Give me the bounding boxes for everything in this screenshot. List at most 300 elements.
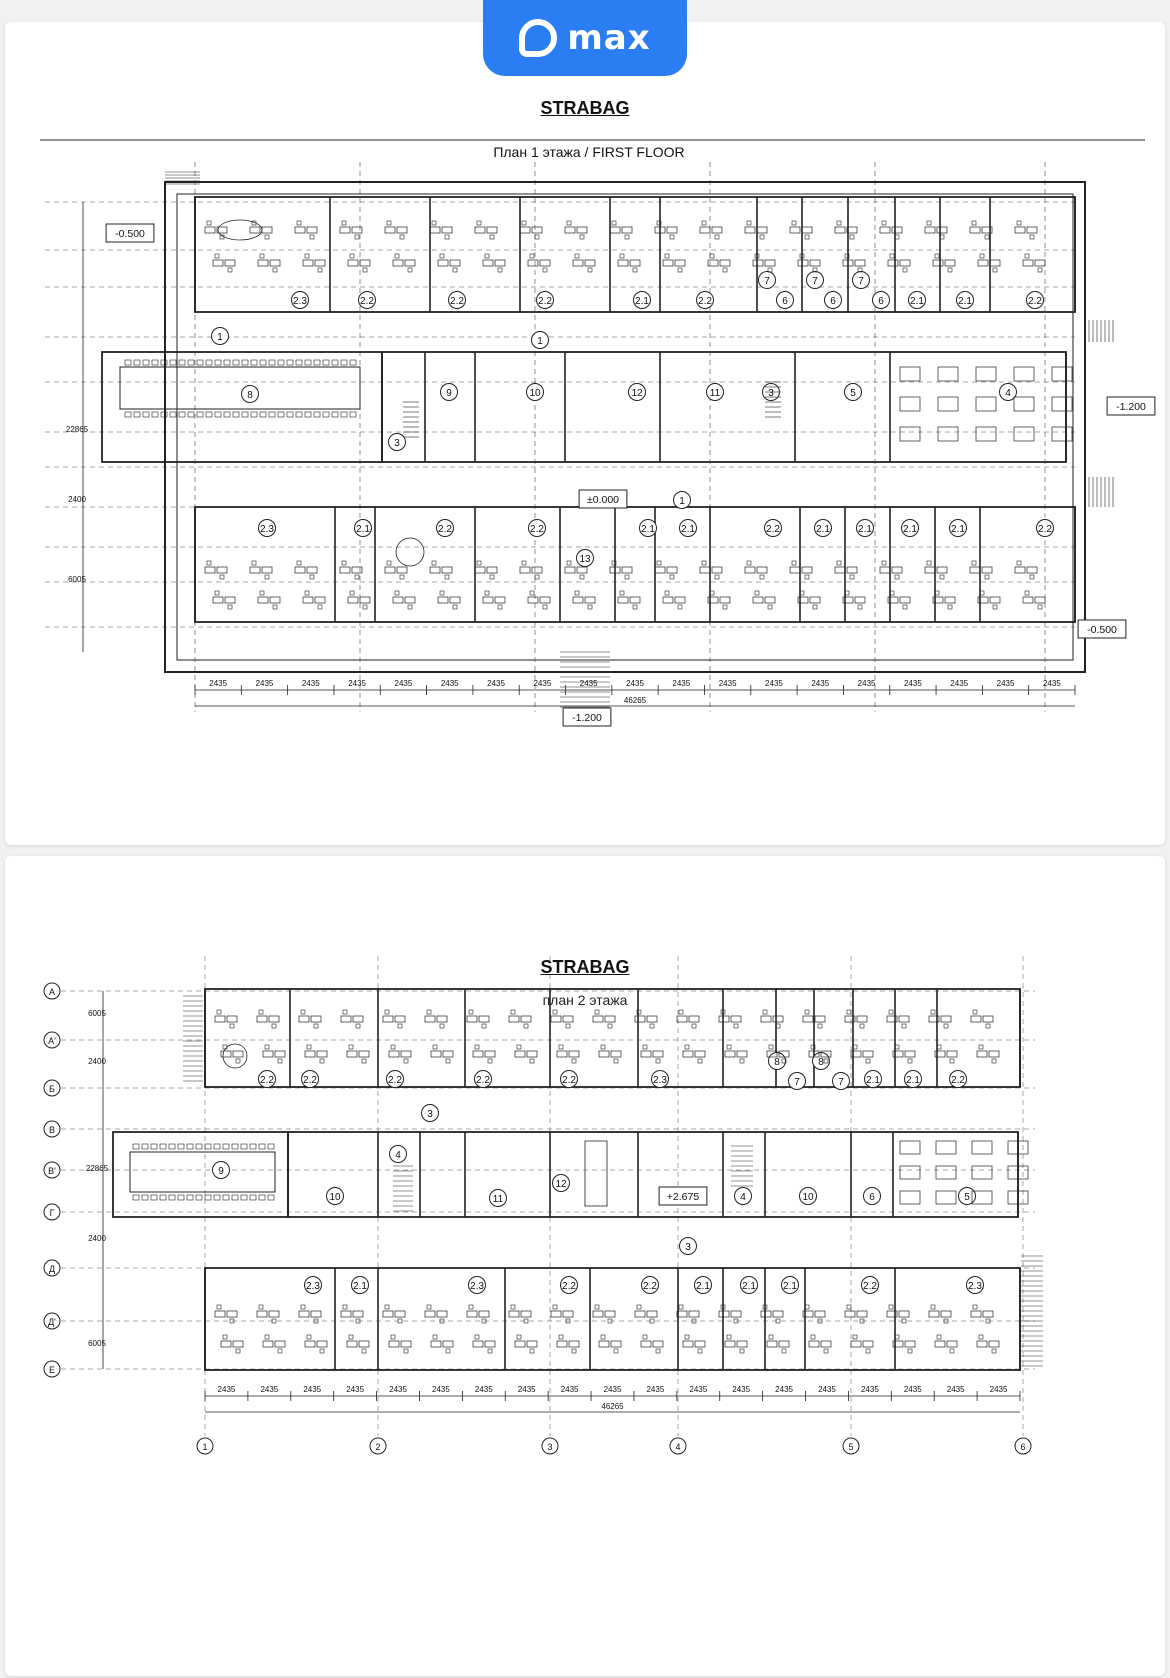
desk <box>855 260 865 266</box>
desk <box>712 227 722 233</box>
chair <box>287 412 293 417</box>
floor1-dim-label: 2435 <box>996 679 1015 688</box>
chair <box>296 412 302 417</box>
desk <box>656 1349 660 1353</box>
chair <box>178 1195 184 1200</box>
floor2-sheet <box>5 856 1165 1676</box>
room-middle-3b: 3 <box>768 388 774 399</box>
desk <box>297 561 301 565</box>
desk <box>530 254 534 258</box>
cafe-table <box>976 427 996 441</box>
desk <box>270 260 280 266</box>
desk <box>440 1024 444 1028</box>
desk <box>353 1311 363 1317</box>
chair <box>179 412 185 417</box>
desk <box>389 1051 399 1057</box>
floor1-dim-label: 2435 <box>533 679 552 688</box>
chair <box>160 1144 166 1149</box>
floor2-dim-label: 2435 <box>603 1385 622 1394</box>
desk <box>385 1305 389 1309</box>
floor1-dim-label: 2435 <box>765 679 783 688</box>
floor2-dim-label: 2435 <box>303 1385 322 1394</box>
f2-conference-table <box>130 1152 275 1192</box>
chair <box>269 360 275 365</box>
row-axis-6: Д <box>48 1264 56 1274</box>
chair <box>215 412 221 417</box>
desk <box>495 597 505 603</box>
desk <box>950 1349 954 1353</box>
floor2-dim-label: 2435 <box>818 1385 836 1394</box>
desk <box>425 1016 435 1022</box>
max-logo-icon <box>519 19 557 57</box>
desk <box>982 567 992 573</box>
cafe-table <box>938 427 958 441</box>
f2-room-bottom-9: 2.3 <box>968 1281 982 1292</box>
desk <box>727 1335 731 1339</box>
desk <box>438 260 448 266</box>
desk <box>937 567 947 573</box>
row-axis-5: Г <box>49 1208 55 1218</box>
desk <box>342 221 346 225</box>
desk <box>641 1341 651 1347</box>
desk <box>611 1051 621 1057</box>
desk <box>683 1341 693 1347</box>
desk <box>405 260 415 266</box>
desk <box>945 597 955 603</box>
desk <box>359 1051 369 1057</box>
chair <box>269 412 275 417</box>
cafe-table <box>900 397 920 411</box>
room-middle-9: 9 <box>446 388 452 399</box>
desk <box>356 1024 360 1028</box>
desk <box>230 1024 234 1028</box>
desk <box>723 605 727 609</box>
desk <box>1030 575 1034 579</box>
desk <box>685 1335 689 1339</box>
desk <box>1027 227 1037 233</box>
desk <box>611 1341 621 1347</box>
desk <box>393 597 403 603</box>
desk <box>768 605 772 609</box>
desk <box>303 260 313 266</box>
desk <box>320 1349 324 1353</box>
cafe-table <box>976 397 996 411</box>
room-top-9: 6 <box>830 296 836 307</box>
desk <box>227 1311 237 1317</box>
floor1-dim-label: 2435 <box>394 679 413 688</box>
desk <box>217 1305 221 1309</box>
desk <box>625 575 629 579</box>
room-top-7: 6 <box>782 296 788 307</box>
f2-room-top-1: 2.2 <box>303 1075 317 1086</box>
desk <box>899 1311 909 1317</box>
desk <box>269 1016 279 1022</box>
desk <box>299 1016 309 1022</box>
desk <box>565 567 575 573</box>
desk <box>314 1024 318 1028</box>
desk <box>760 575 764 579</box>
desk <box>715 235 719 239</box>
room-bottom-5: 2.1 <box>641 524 655 535</box>
desk <box>347 1341 357 1347</box>
desk <box>811 1335 815 1339</box>
desk <box>737 1051 747 1057</box>
desk <box>700 227 710 233</box>
desk <box>708 260 718 266</box>
desk <box>899 1016 909 1022</box>
row-axis-0: А <box>48 987 56 997</box>
desk <box>395 254 399 258</box>
desk <box>620 254 624 258</box>
desk <box>278 1059 282 1063</box>
desk <box>487 227 497 233</box>
chair <box>187 1195 193 1200</box>
desk <box>310 235 314 239</box>
f2-corridor-tag-0: 3 <box>427 1109 433 1120</box>
chair <box>125 360 131 365</box>
desk <box>990 597 1000 603</box>
desk <box>948 268 952 272</box>
desk <box>343 1010 347 1014</box>
desk <box>633 268 637 272</box>
chair <box>170 360 176 365</box>
desk <box>908 1349 912 1353</box>
desk <box>530 591 534 595</box>
desk <box>233 1341 243 1347</box>
desk <box>340 567 350 573</box>
desk <box>269 1311 279 1317</box>
round-table <box>223 1044 247 1068</box>
row-axis-8: Е <box>48 1365 56 1375</box>
desk <box>972 561 976 565</box>
f2-room-middle-9: 9 <box>218 1166 224 1177</box>
floor1-dim-label: 2435 <box>672 679 691 688</box>
desk <box>565 227 575 233</box>
desk <box>889 1305 893 1309</box>
desk <box>620 591 624 595</box>
f2-room-bottom-0: 2.3 <box>306 1281 320 1292</box>
cafe-table <box>938 397 958 411</box>
chair <box>223 1144 229 1149</box>
chair <box>214 1195 220 1200</box>
desk <box>217 1010 221 1014</box>
desk <box>353 1016 363 1022</box>
desk <box>553 1305 557 1309</box>
row-axis-1: А' <box>48 1036 56 1046</box>
desk <box>477 221 481 225</box>
desk <box>220 575 224 579</box>
floor2-dim-label: 2435 <box>517 1385 536 1394</box>
desk <box>341 1016 351 1022</box>
desk <box>720 597 730 603</box>
desk <box>683 1051 693 1057</box>
f2-room-middle-10b: 10 <box>802 1192 814 1203</box>
desk <box>980 254 984 258</box>
chair <box>133 1144 139 1149</box>
desk <box>803 1016 813 1022</box>
desk <box>482 1024 486 1028</box>
desk <box>761 1016 771 1022</box>
desk <box>835 227 845 233</box>
desk <box>557 1341 567 1347</box>
desk <box>983 1016 993 1022</box>
chair <box>206 360 212 365</box>
chair <box>233 360 239 365</box>
desk <box>950 1059 954 1063</box>
cafe-table <box>1052 367 1072 381</box>
room-middle-11: 11 <box>709 388 721 399</box>
desk <box>599 1051 609 1057</box>
f2-room-top-12: 2.2 <box>951 1075 965 1086</box>
f2-room-top-7: 7 <box>794 1077 800 1088</box>
chair <box>268 1195 274 1200</box>
desk <box>383 1016 393 1022</box>
desk <box>577 567 587 573</box>
desk <box>400 235 404 239</box>
desk <box>273 605 277 609</box>
desk <box>903 268 907 272</box>
chair <box>197 412 203 417</box>
chair <box>224 360 230 365</box>
cafe-table <box>1014 427 1034 441</box>
f2-room-middle-6: 6 <box>869 1192 875 1203</box>
desk <box>475 1045 479 1049</box>
desk <box>223 1045 227 1049</box>
f2-room-top-10: 2.1 <box>866 1075 880 1086</box>
floor1-dim-label: 2435 <box>626 679 644 688</box>
desk <box>1023 260 1033 266</box>
desk <box>509 1016 519 1022</box>
desk <box>395 591 399 595</box>
chair <box>350 360 356 365</box>
desk <box>517 1335 521 1339</box>
f2-room-middle-11: 11 <box>492 1194 504 1205</box>
room-bottom-11: 2.1 <box>951 524 965 535</box>
desk <box>477 561 481 565</box>
floor1-title: План 1 этажа / FIRST FLOOR <box>493 144 685 160</box>
desk <box>725 1051 735 1057</box>
f2-room-bottom-1: 2.1 <box>353 1281 367 1292</box>
chair <box>142 1144 148 1149</box>
row-axis-2: Б <box>49 1084 55 1094</box>
f2-room-bottom-5: 2.1 <box>696 1281 710 1292</box>
desk <box>450 260 460 266</box>
floor1-dim-total: 46265 <box>623 696 647 705</box>
chair <box>151 1195 157 1200</box>
f2-room-bottom-4: 2.2 <box>643 1281 657 1292</box>
desk <box>573 597 583 603</box>
desk <box>318 605 322 609</box>
desk <box>755 591 759 595</box>
room-middle-5: 5 <box>850 388 856 399</box>
desk <box>404 1349 408 1353</box>
desk <box>665 254 669 258</box>
desk <box>977 1341 987 1347</box>
desk <box>905 1341 915 1347</box>
desk <box>747 561 751 565</box>
desk <box>698 1349 702 1353</box>
desk <box>532 567 542 573</box>
row-axis-4: В' <box>48 1166 56 1176</box>
desk <box>305 254 309 258</box>
desk <box>320 1059 324 1063</box>
desk <box>389 1341 399 1347</box>
desk <box>622 567 632 573</box>
desk <box>601 1335 605 1339</box>
desk <box>860 1024 864 1028</box>
chair <box>143 360 149 365</box>
desk <box>431 1051 441 1057</box>
desk <box>689 1311 699 1317</box>
f2-room-top-3: 2.2 <box>476 1075 490 1086</box>
corridor-tag-2: 1 <box>679 496 685 507</box>
desk <box>663 260 673 266</box>
desk <box>815 1016 825 1022</box>
desk <box>947 1051 957 1057</box>
desk <box>398 1024 402 1028</box>
desk <box>601 1045 605 1049</box>
desk <box>580 235 584 239</box>
desk <box>700 567 710 573</box>
floor2-dim-label: 2435 <box>389 1385 407 1394</box>
cafe-table <box>972 1166 992 1179</box>
desk <box>993 268 997 272</box>
desk <box>250 227 260 233</box>
desk <box>670 235 674 239</box>
chair <box>125 412 131 417</box>
desk <box>908 1059 912 1063</box>
desk <box>432 221 436 225</box>
desk <box>307 227 317 233</box>
desk <box>689 1016 699 1022</box>
desk <box>979 1045 983 1049</box>
room-top-0: 2.3 <box>293 296 307 307</box>
max-wordmark: max <box>567 18 651 58</box>
chair <box>232 1195 238 1200</box>
desk <box>929 1311 939 1317</box>
cafe-table <box>900 427 920 441</box>
desk <box>931 1305 935 1309</box>
max-badge[interactable] <box>483 0 687 76</box>
desk <box>978 260 988 266</box>
desk <box>731 1016 741 1022</box>
chair <box>341 412 347 417</box>
desk <box>575 254 579 258</box>
desk <box>569 1341 579 1347</box>
desk <box>567 561 571 565</box>
f2-room-middle-12: 12 <box>555 1179 567 1190</box>
f2-room-bottom-3: 2.2 <box>562 1281 576 1292</box>
cafe-table <box>1052 427 1072 441</box>
chair <box>250 1195 256 1200</box>
desk <box>971 1016 981 1022</box>
desk <box>763 1010 767 1014</box>
desk <box>740 1059 744 1063</box>
desk <box>866 1349 870 1353</box>
room-top-4: 2.1 <box>635 296 649 307</box>
desk <box>530 1349 534 1353</box>
side-dim-label-1: 2400 <box>68 495 86 504</box>
desk <box>779 1341 789 1347</box>
desk <box>630 260 640 266</box>
desk <box>485 254 489 258</box>
chair <box>169 1144 175 1149</box>
desk <box>362 1059 366 1063</box>
desk <box>225 260 235 266</box>
desk <box>989 1341 999 1347</box>
desk <box>467 1016 477 1022</box>
desk <box>747 221 751 225</box>
room-bottom-3: 2.2 <box>530 524 544 535</box>
desk <box>892 227 902 233</box>
desk <box>947 1341 957 1347</box>
desk <box>275 1341 285 1347</box>
chair <box>242 360 248 365</box>
desk <box>307 567 317 573</box>
desk <box>595 1010 599 1014</box>
desk <box>757 567 767 573</box>
desk <box>559 1335 563 1339</box>
floor2-dim-label: 2435 <box>560 1385 579 1394</box>
f2-side-dim-label-3: 2400 <box>88 1234 106 1243</box>
desk <box>270 597 280 603</box>
desk <box>760 235 764 239</box>
desk <box>855 597 865 603</box>
room-top-14: 2.2 <box>1028 296 1042 307</box>
desk <box>260 254 264 258</box>
desk <box>810 597 820 603</box>
desk <box>990 260 1000 266</box>
desk <box>745 227 755 233</box>
cafe-table <box>976 367 996 381</box>
desk <box>1017 221 1021 225</box>
level-tag-3: -0.500 <box>1087 624 1117 636</box>
desk <box>257 1016 267 1022</box>
desk <box>813 605 817 609</box>
desk <box>948 605 952 609</box>
desk <box>259 1305 263 1309</box>
desk <box>650 1024 654 1028</box>
desk <box>882 561 886 565</box>
desk <box>521 1016 531 1022</box>
desk <box>355 575 359 579</box>
desk <box>540 597 550 603</box>
desk <box>498 268 502 272</box>
desk <box>685 1045 689 1049</box>
floor1-dim-label: 2435 <box>903 679 922 688</box>
desk <box>973 1010 977 1014</box>
f2-room-bottom-6: 2.1 <box>742 1281 756 1292</box>
desk <box>543 268 547 272</box>
chair <box>215 360 221 365</box>
desk <box>695 1051 705 1057</box>
desk <box>593 1311 603 1317</box>
chair <box>323 360 329 365</box>
chair <box>305 360 311 365</box>
row-axis-3: В <box>48 1125 56 1135</box>
desk <box>927 221 931 225</box>
desk <box>515 1051 525 1057</box>
desk <box>933 260 943 266</box>
desk <box>469 1010 473 1014</box>
desk <box>890 254 894 258</box>
desk <box>989 1051 999 1057</box>
desk <box>792 221 796 225</box>
desk <box>340 227 350 233</box>
desk <box>983 1311 993 1317</box>
desk <box>485 1341 495 1347</box>
desk <box>430 227 440 233</box>
